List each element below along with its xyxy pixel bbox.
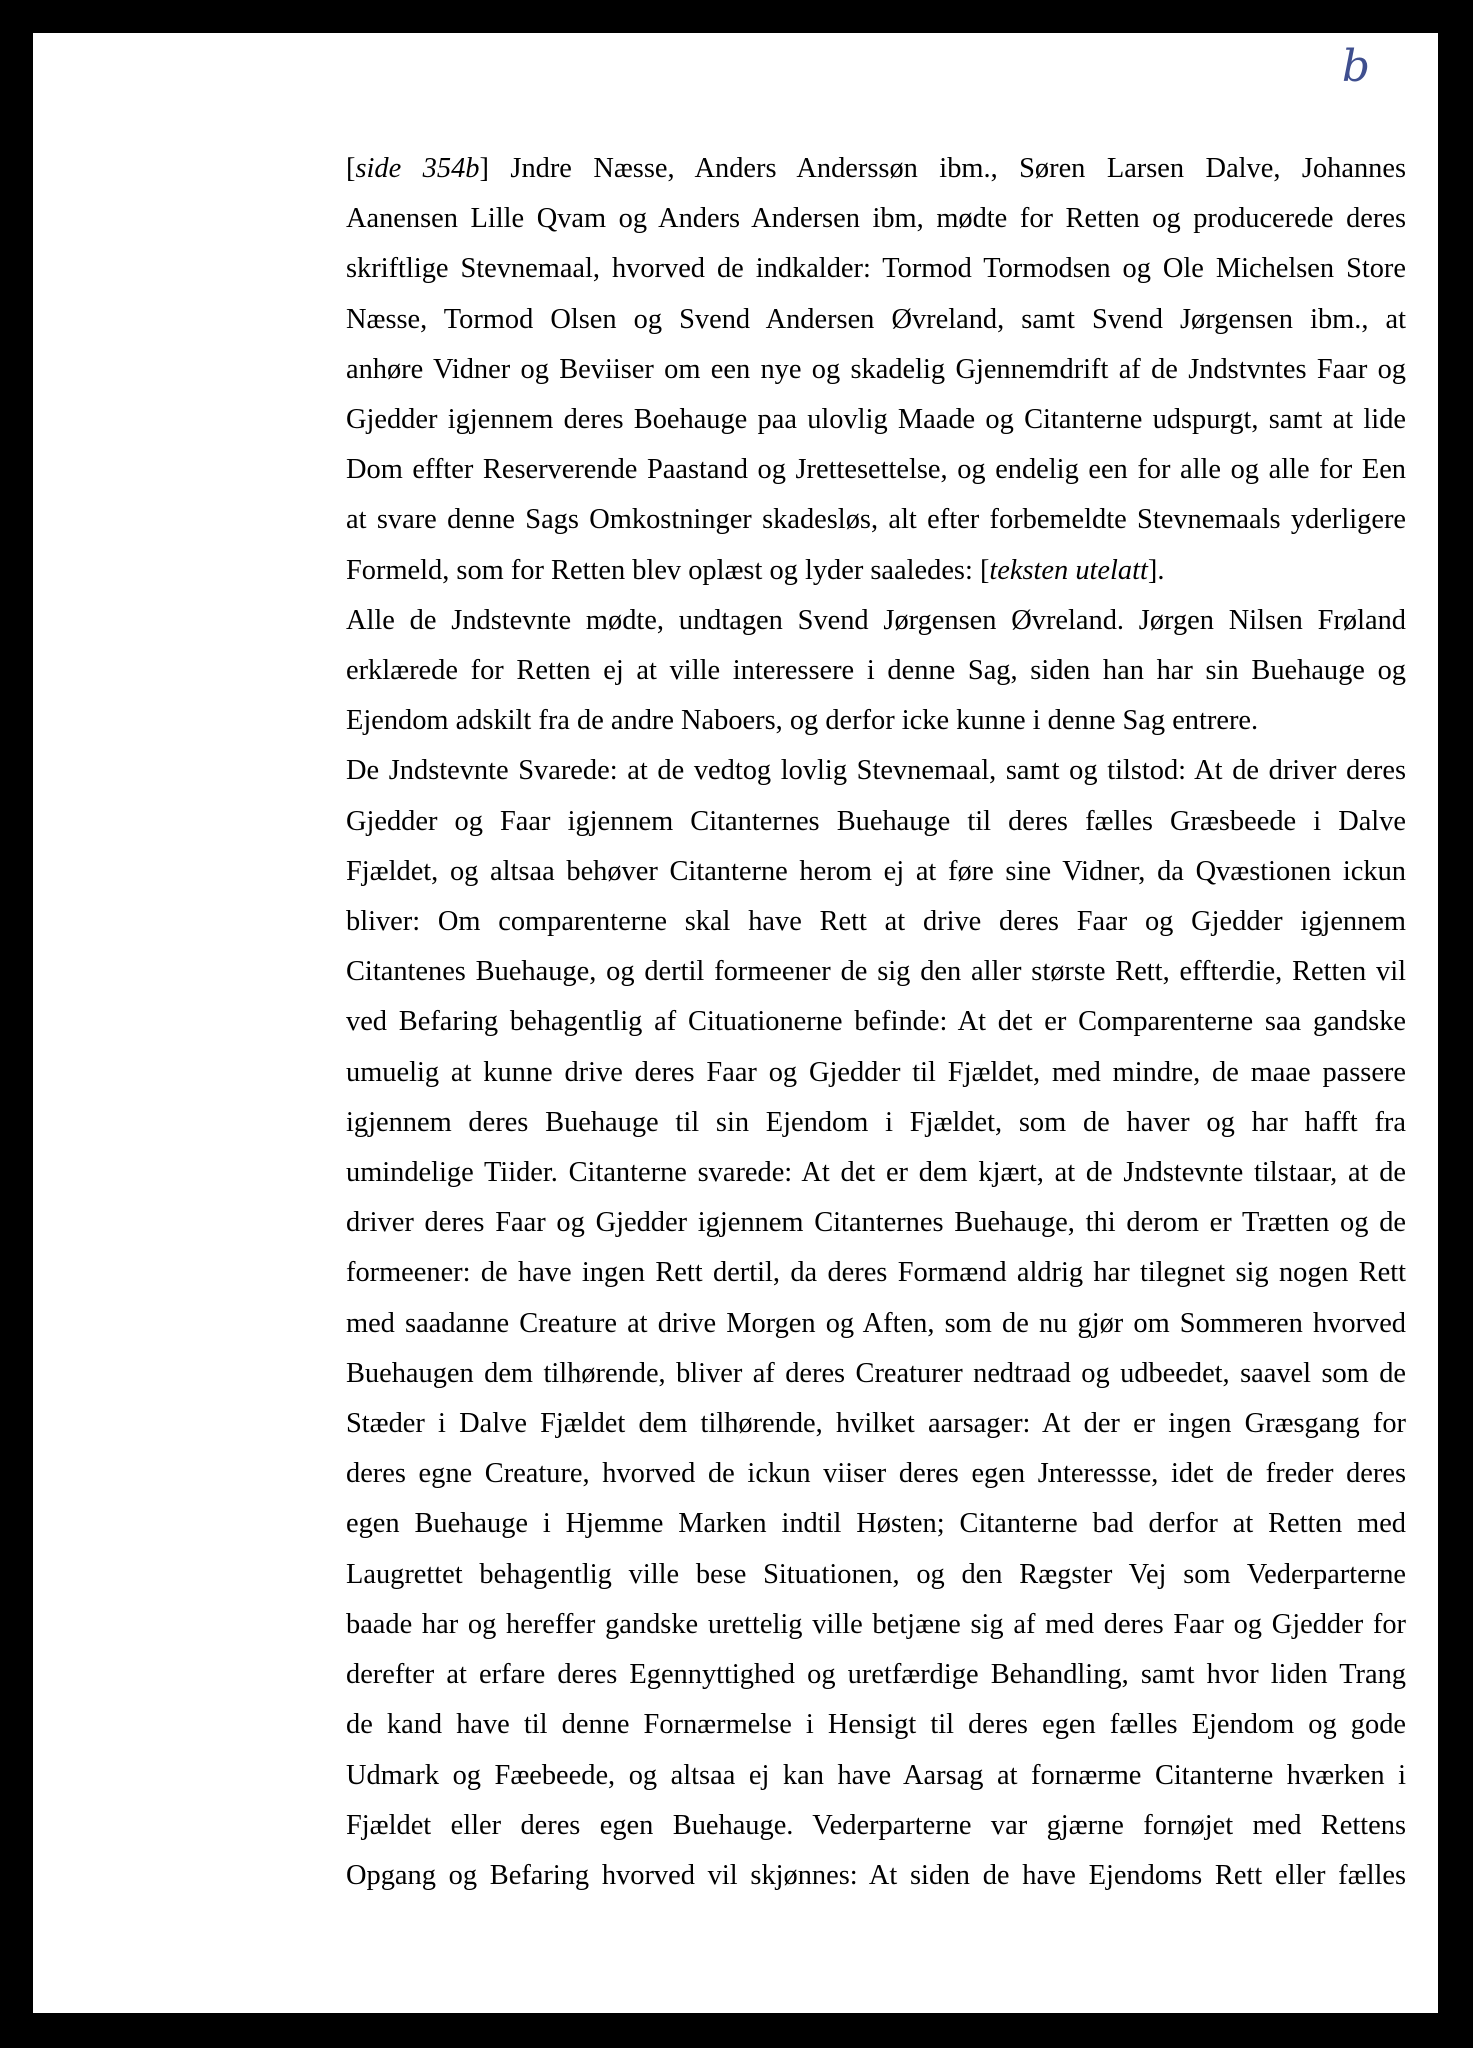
text-segment: erklærede for Retten ej at ville interessere i denne Sag, siden han har sin Buehauge og xyxy=(346,655,1406,687)
text-segment: egen Buehauge i Hjemme Marken indtil Høsten; Citanterne bad derfor at Retten med xyxy=(346,1508,1406,1540)
text-segment: Næsse, Tormod Olsen og Svend Andersen Øvreland, samt Svend Jørgensen ibm., at xyxy=(346,303,1406,335)
text-segment: umuelig at kunne drive deres Faar og Gjedder til Fjældet, med mindre, de maae passere xyxy=(346,1056,1406,1088)
text-segment: Stæder i Dalve Fjældet dem tilhørende, hvilket aarsager: At der er ingen Græsgang for xyxy=(346,1408,1406,1440)
text-segment: Ejendom adskilt fra de andre Naboers, og derfor icke kunne i denne Sag entrere. xyxy=(346,705,1259,737)
text-line xyxy=(346,1499,1406,1549)
text-segment: at svare denne Sags Omkostninger skadesløs, alt efter forbemeldte Stevnemaals yderligere xyxy=(346,504,1406,536)
text-line xyxy=(346,445,1406,495)
text-line xyxy=(346,897,1406,947)
text-line xyxy=(346,244,1406,294)
text-segment: Aanensen Lille Qvam og Anders Andersen ibm, mødte for Retten og producerede deres xyxy=(346,203,1406,235)
text-line xyxy=(346,1098,1406,1148)
text-line xyxy=(346,1600,1406,1650)
text-line xyxy=(346,847,1406,897)
text-segment: bliver: Om comparenterne skal have Rett at drive deres Faar og Gjedder igjennem xyxy=(346,906,1406,938)
editorial-note: teksten utelatt xyxy=(989,554,1148,586)
text-line xyxy=(346,1248,1406,1298)
text-line xyxy=(346,546,1406,596)
text-line xyxy=(346,746,1406,796)
text-segment: baade har og hereffer gandske urettelig ville betjæne sig af med deres Faar og Gjedder for xyxy=(346,1608,1406,1640)
text-segment: Gjedder igjennem deres Boehauge paa ulovlig Maade og Citanterne udspurgt, samt at lide xyxy=(346,404,1406,436)
page-number: b xyxy=(1341,41,1370,92)
transcription-text xyxy=(346,144,1406,1901)
text-segment: Udmark og Fæebeede, og altsaa ej kan have Aarsag at fornærme Citanterne hværken i xyxy=(346,1759,1406,1791)
text-segment: igjennem deres Buehauge til sin Ejendom i Fjældet, som de haver og har hafft fra xyxy=(346,1106,1406,1138)
text-segment: Opgang og Befaring hvorved vil skjønnes: At siden de have Ejendoms Rett eller fælles xyxy=(346,1859,1406,1891)
text-segment: deres egne Creature, hvorved de ickun viiser deres egen Jnteressse, idet de freder deres xyxy=(346,1458,1406,1490)
text-line xyxy=(346,1851,1406,1901)
text-segment: Citantenes Buehauge, og dertil formeener de sig den aller største Rett, effterdie, Retten vil xyxy=(346,956,1406,988)
text-line xyxy=(346,395,1406,445)
text-line xyxy=(346,295,1406,345)
text-line xyxy=(346,1399,1406,1449)
text-segment: ] Jndre Næsse, Anders Anderssøn ibm., Søren Larsen Dalve, Johannes xyxy=(479,153,1406,184)
text-segment: Gjedder og Faar igjennem Citanternes Buehauge til deres fælles Græsbeede i Dalve xyxy=(346,805,1406,837)
text-line xyxy=(346,1299,1406,1349)
text-segment: anhøre Vidner og Beviiser om een nye og skadelig Gjennemdrift af de Jndstvntes Faar og xyxy=(346,353,1406,385)
text-segment: Formeld, som for Retten blev oplæst og lyder saaledes: [ xyxy=(346,554,990,586)
text-segment: Dom effter Reserverende Paastand og Jrettesettelse, og endelig een for alle og alle for Een xyxy=(346,454,1406,486)
text-line xyxy=(346,997,1406,1047)
text-segment: derefter at erfare deres Egennyttighed og uretfærdige Behandling, samt hvor liden Trang xyxy=(346,1659,1406,1691)
text-line xyxy=(346,797,1406,847)
text-line xyxy=(346,495,1406,545)
text-line xyxy=(346,1349,1406,1399)
text-segment: skriftlige Stevnemaal, hvorved de indkalder: Tormod Tormodsen og Ole Michelsen Store xyxy=(346,253,1406,285)
text-segment: Buehaugen dem tilhørende, bliver af deres Creaturer nedtraad og udbeedet, saavel som de xyxy=(346,1357,1406,1389)
text-line xyxy=(346,1801,1406,1851)
text-segment: med saadanne Creature at drive Morgen og Aften, som de nu gjør om Sommeren hvorved xyxy=(346,1307,1406,1339)
text-segment: driver deres Faar og Gjedder igjennem Citanternes Buehauge, thi derom er Trætten og de xyxy=(346,1207,1406,1239)
text-segment: de kand have til denne Fornærmelse i Hensigt til deres egen fælles Ejendom og gode xyxy=(346,1709,1406,1741)
text-line xyxy=(346,947,1406,997)
text-segment: Alle de Jndstevnte mødte, undtagen Svend Jørgensen Øvreland. Jørgen Nilsen Frøland xyxy=(346,604,1406,636)
text-line xyxy=(346,194,1406,244)
text-segment: Laugrettet behagentlig ville bese Situationen, og den Rægster Vej som Vederparterne xyxy=(346,1558,1406,1590)
text-line xyxy=(346,1148,1406,1198)
text-segment: Fjældet, og altsaa behøver Citanterne herom ej at føre sine Vidner, da Qvæstionen ickun xyxy=(346,855,1406,887)
text-line xyxy=(346,1198,1406,1248)
text-line xyxy=(346,1048,1406,1098)
text-line xyxy=(346,596,1406,646)
document-page xyxy=(33,33,1438,2013)
text-segment: ]. xyxy=(1147,554,1165,586)
text-segment: formeener: de have ingen Rett dertil, da deres Formænd aldrig har tilegnet sig nogen Rett xyxy=(346,1257,1406,1289)
text-line xyxy=(346,345,1406,395)
text-line xyxy=(346,1700,1406,1750)
text-line xyxy=(346,1751,1406,1801)
text-line xyxy=(346,1449,1406,1499)
text-line xyxy=(346,1650,1406,1700)
text-segment: [ xyxy=(346,153,356,184)
text-segment: ved Befaring behagentlig af Cituationerne befinde: At det er Comparenterne saa gandske xyxy=(346,1006,1406,1038)
text-segment: umindelige Tiider. Citanterne svarede: At det er dem kjært, at de Jndstevnte tilstaar, at de xyxy=(346,1157,1406,1189)
text-line xyxy=(346,1550,1406,1600)
text-segment: Fjældet eller deres egen Buehauge. Vederparterne var gjærne fornøjet med Rettens xyxy=(346,1809,1406,1841)
text-line xyxy=(346,144,1406,194)
text-segment: De Jndstevnte Svarede: at de vedtog lovlig Stevnemaal, samt og tilstod: At de driver deres xyxy=(346,755,1406,787)
editorial-note: side 354b xyxy=(355,153,480,184)
text-line xyxy=(346,646,1406,696)
text-line xyxy=(346,696,1406,746)
